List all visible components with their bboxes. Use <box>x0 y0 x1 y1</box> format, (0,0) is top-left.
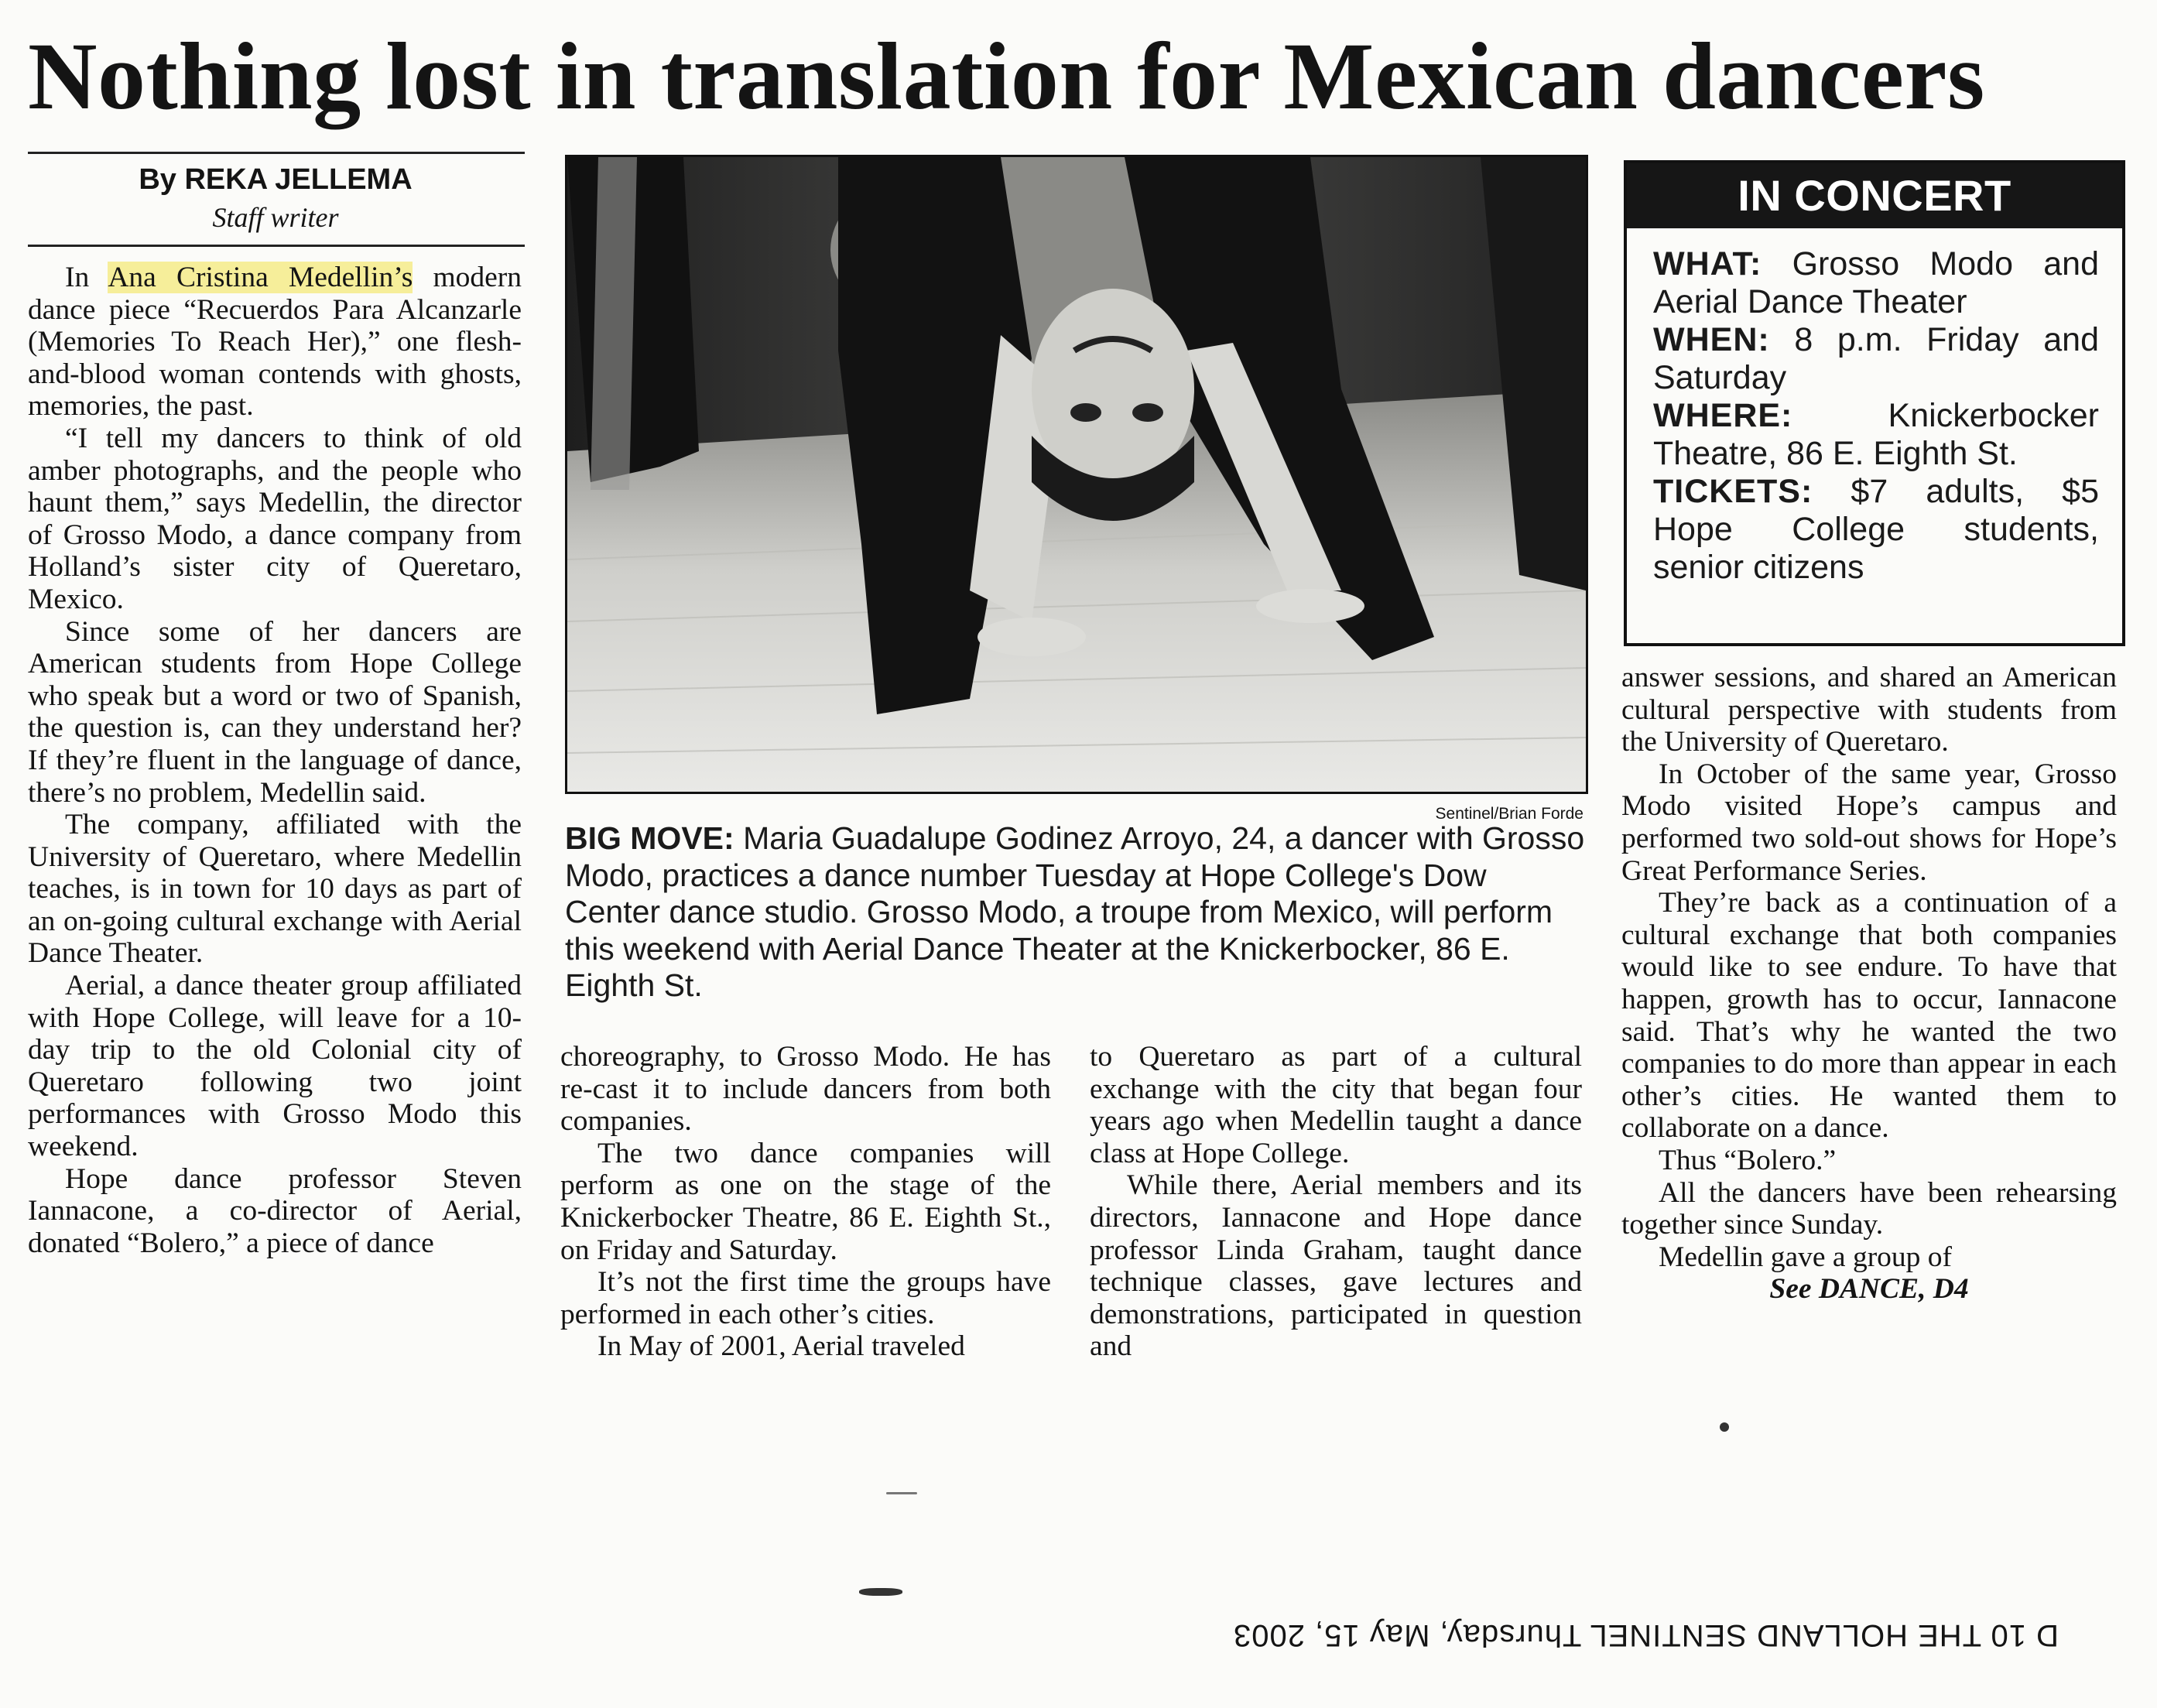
rule-left <box>28 152 525 154</box>
article-column-1 <box>28 262 522 1259</box>
paragraph: In May of 2001, Aerial traveled <box>597 1330 965 1363</box>
paragraph: All the dancers have been rehearsing together since Sunday. <box>1621 1176 2117 1241</box>
paragraph: In October of the same year, Grosso Modo visited Hope’s campus and performed two sold-out shows for Hope’s Great Performance Series. <box>1621 758 2117 887</box>
paragraph-text: modern dance piece “Recuerdos Para Alcanzarle (Memories To Reach Her),” one flesh-and-blood woman contends with ghosts, memories, the past. <box>28 262 522 423</box>
concert-when-label: WHEN: <box>1653 321 1770 358</box>
in-concert-box <box>1624 160 2125 646</box>
concert-where <box>1653 397 2099 473</box>
paragraph: The company, affiliated with the University of Queretaro, where Medellin teaches, is in town for 10 days as part of an on-going cultural exchange with Aerial Dance Theater. <box>28 809 522 970</box>
in-concert-header: IN CONCERT <box>1627 163 2122 228</box>
concert-tickets <box>1653 473 2099 587</box>
paragraph: Medellin gave a group of <box>1659 1241 1953 1273</box>
concert-when <box>1653 321 2099 397</box>
concert-what-label: WHAT: <box>1653 245 1762 282</box>
paragraph-text: In <box>65 262 108 293</box>
jump-line: See DANCE, D4 <box>1769 1273 1969 1306</box>
concert-where-value: Knickerbocker Theatre, 86 E. Eighth St. <box>1653 397 2099 472</box>
caption-label: BIG MOVE: <box>565 820 734 856</box>
highlighted-name: Ana Cristina Medellin’s <box>108 262 413 293</box>
scan-speck <box>1720 1422 1729 1432</box>
paragraph: They’re back as a continuation of a cultural exchange that both companies would like to see endure. To have that happen, growth has to occur, Iannacone said. That’s why he wanted the two companies to do more than appear in each other’s cities. He wanted them to collaborate on a dance. <box>1621 887 2117 1145</box>
scan-speck <box>886 1492 917 1494</box>
byline-role: Staff writer <box>212 202 339 233</box>
concert-what <box>1653 245 2099 321</box>
photo-credit: Sentinel/Brian Forde <box>1435 805 1584 823</box>
paragraph: answer sessions, and shared an American cultural perspective with students from the University of Queretaro. <box>1621 662 2117 758</box>
scan-speck <box>859 1588 902 1596</box>
paragraph: Thus “Bolero.” <box>1659 1144 1837 1176</box>
article-column-2 <box>560 1041 1051 1363</box>
byline-author: By REKA JELLEMA <box>139 163 413 196</box>
photo-caption <box>565 820 1587 1005</box>
dancer-photo-illustration <box>567 157 1586 792</box>
concert-tickets-label: TICKETS: <box>1653 473 1813 510</box>
concert-when-value: 8 p.m. Friday and Saturday <box>1653 321 2099 396</box>
paragraph <box>28 262 522 423</box>
paragraph: to Queretaro as part of a cultural exchange with the city that began four years ago when Medellin taught a dance class at Hope College. <box>1090 1041 1582 1169</box>
paragraph: While there, Aerial members and its directors, Iannacone and Hope dance professor Linda Graham, taught dance technique classes, gave lectures and demonstrations, participated in question and <box>1090 1169 1582 1363</box>
paragraph: The two dance companies will perform as one on the stage of the Knickerbocker Theatre, 86 E. Eighth St., on Friday and Saturday. <box>560 1137 1051 1266</box>
caption-text: Maria Guadalupe Godinez Arroyo, 24, a dancer with Grosso Modo, practices a dance number Tuesday at Hope College's Dow Center dance studio. Grosso Modo, a troupe from Mexico, will perform this weekend with Aerial Dance Theater at the Knickerbocker, 86 E. Eighth St. <box>565 820 1585 1003</box>
paragraph: choreography, to Grosso Modo. He has re-cast it to include dancers from both companies. <box>560 1041 1051 1138</box>
in-concert-details <box>1627 228 2122 587</box>
paragraph: Since some of her dancers are American students from Hope College who speak but a word or two of Spanish, the question is, can they understand her? If they’re fluent in the language of dance, there’s no problem, Medellin said. <box>28 615 522 809</box>
article-column-4 <box>1621 662 2117 1306</box>
concert-tickets-value: $7 adults, $5 Hope College students, senior citizens <box>1653 473 2099 586</box>
concert-what-value: Grosso Modo and Aerial Dance Theater <box>1653 245 2099 320</box>
dancer-photo <box>565 155 1588 794</box>
article-column-3 <box>1090 1041 1582 1363</box>
paragraph: Hope dance professor Steven Iannacone, a co-director of Aerial, donated “Bolero,” a piece of dance <box>28 1162 522 1259</box>
concert-where-label: WHERE: <box>1653 397 1793 434</box>
byline <box>28 159 523 235</box>
page-folio: D 10 THE HOLLAND SENTINEL Thursday, May 15, 2003 <box>1233 1618 2059 1652</box>
headline: Nothing lost in translation for Mexican dancers <box>28 23 1985 129</box>
rule-left-under-byline <box>28 245 525 247</box>
paragraph: It’s not the first time the groups have performed in each other’s cities. <box>560 1266 1051 1330</box>
paragraph: “I tell my dancers to think of old amber photographs, and the people who haunt them,” says Medellin, the director of Grosso Modo, a dance company from Holland’s sister city of Queretaro, Mexico. <box>28 422 522 615</box>
paragraph: Aerial, a dance theater group affiliated with Hope College, will leave for a 10-day trip to the old Colonial city of Queretaro following two joint performances with Grosso Modo this weekend. <box>28 970 522 1163</box>
